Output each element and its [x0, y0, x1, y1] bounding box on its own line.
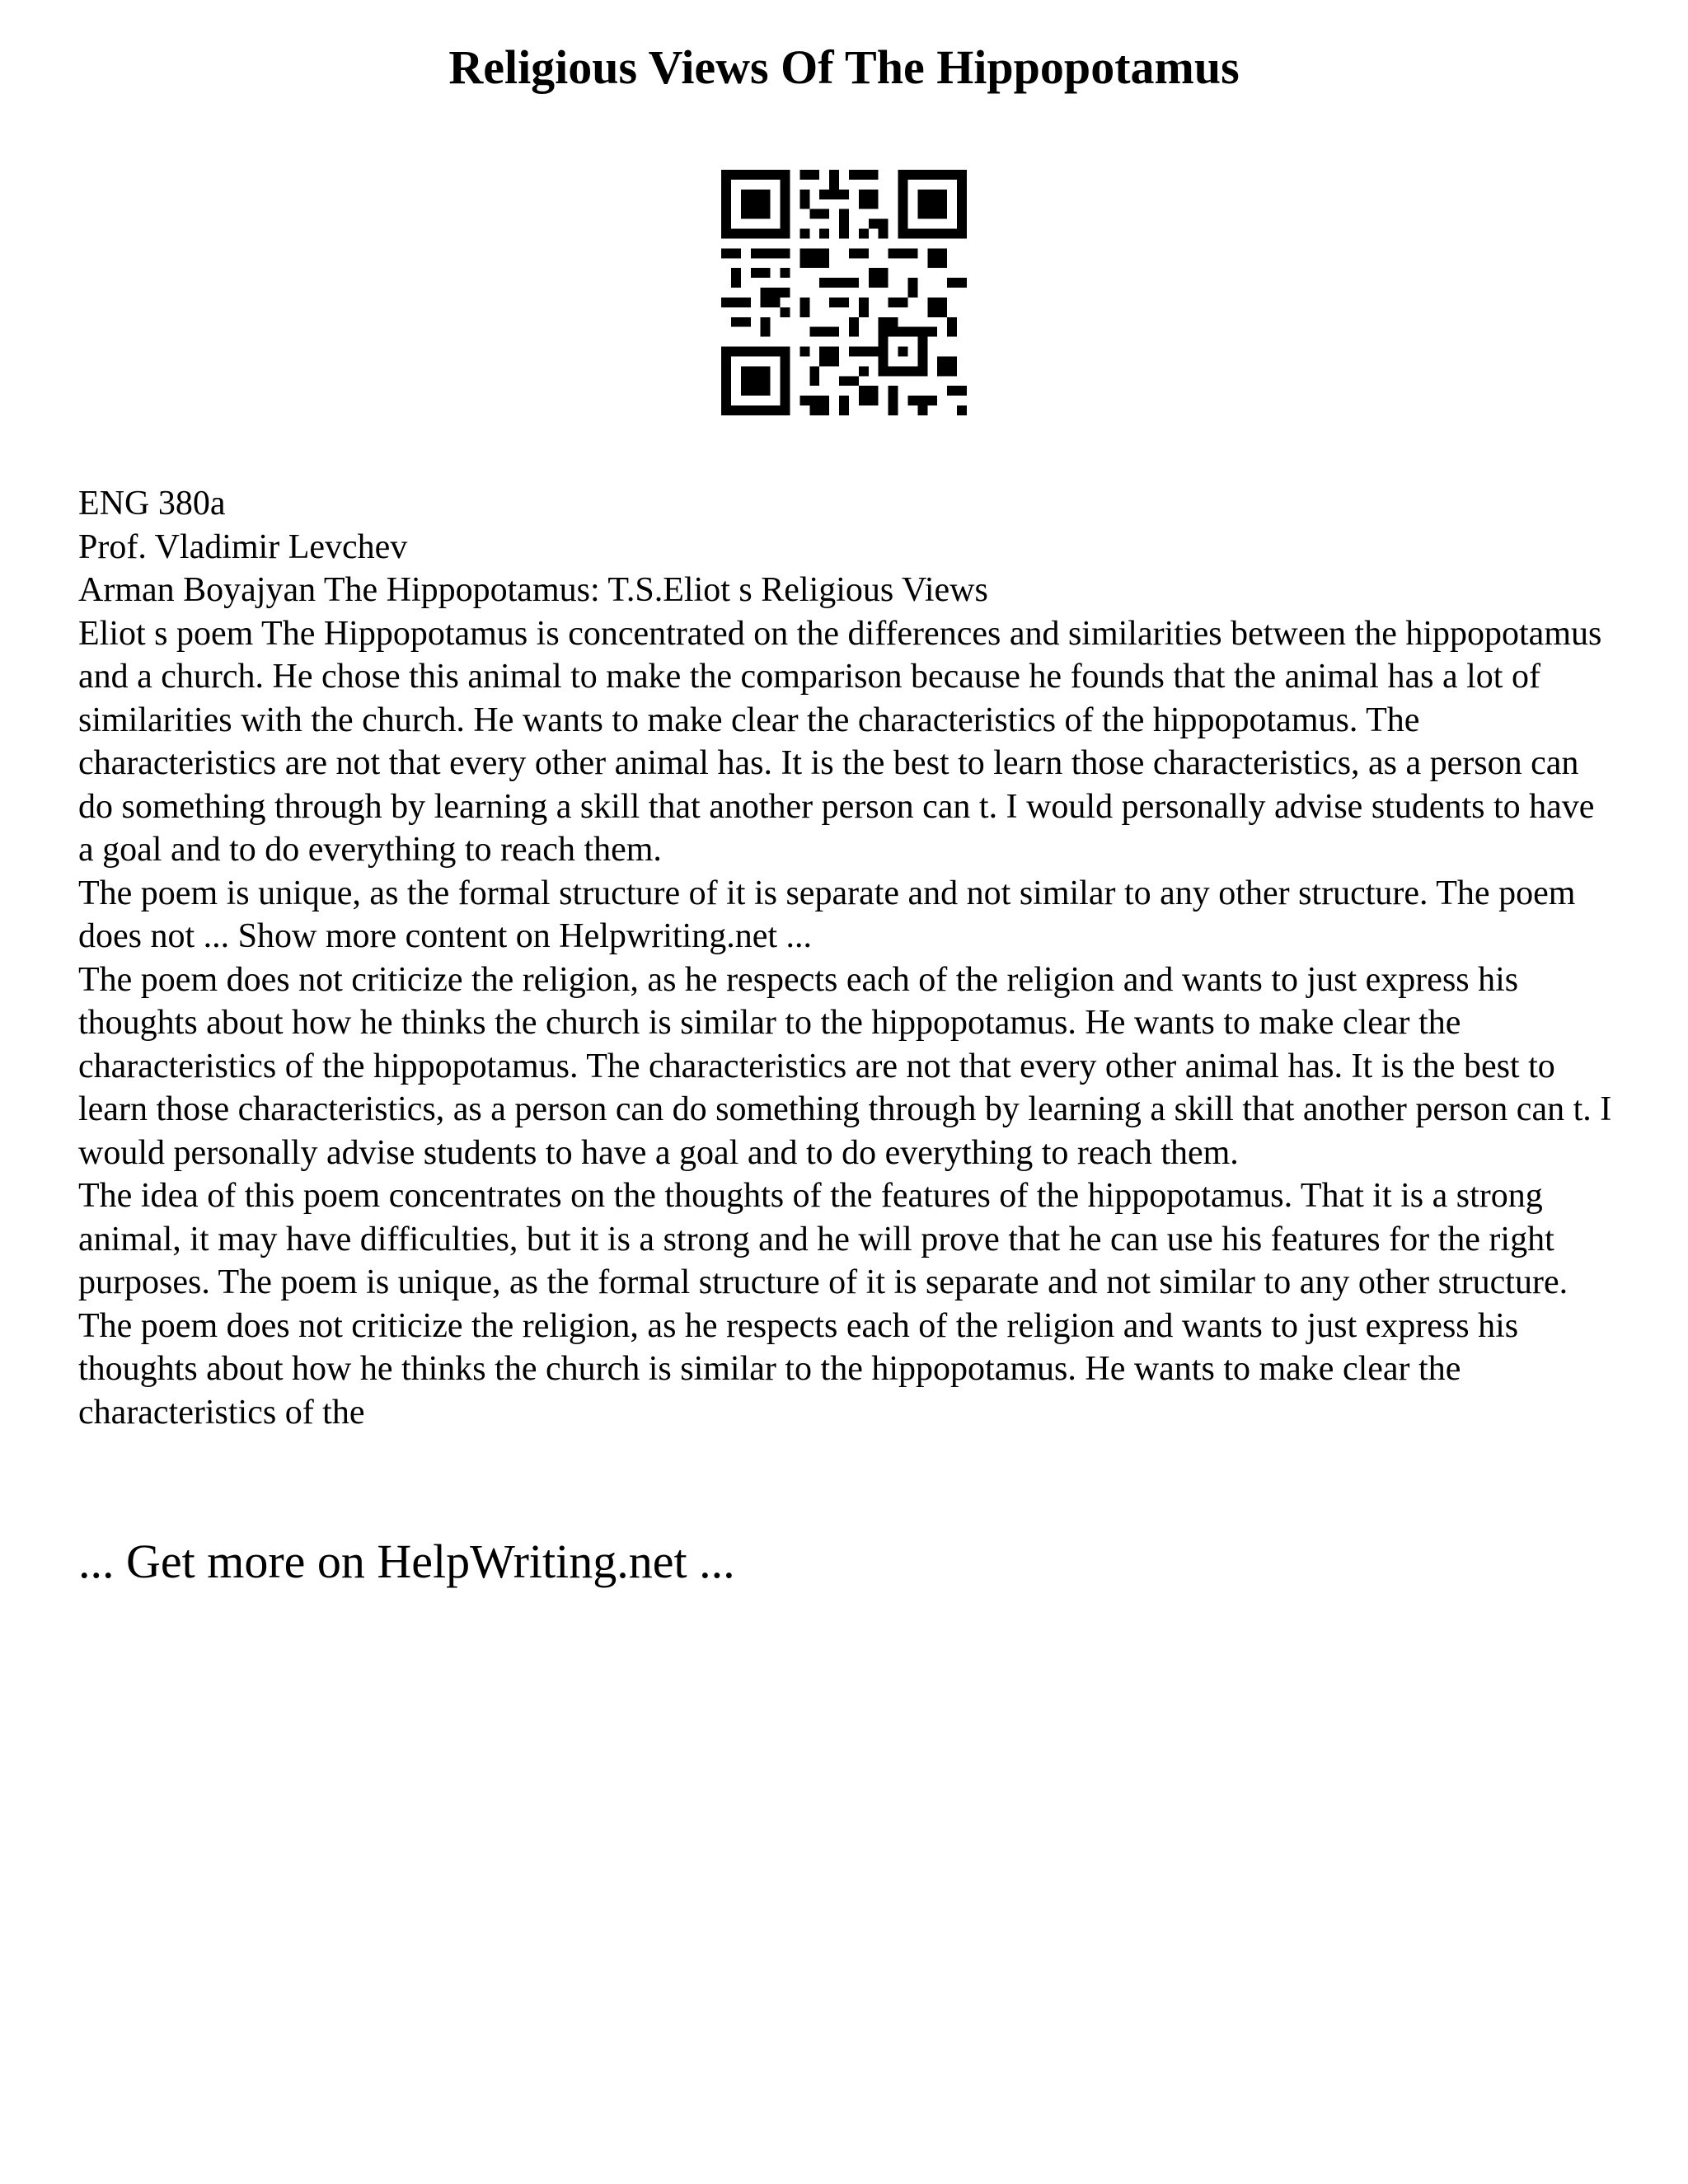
- professor-name: Prof. Vladimir Levchev: [78, 527, 408, 566]
- author-and-subtitle: Arman Boyajyan The Hippopotamus: T.S.Eliot s Religious Views: [78, 571, 988, 609]
- page-title: Religious Views Of The Hippopotamus: [448, 40, 1240, 94]
- course-code: ENG 380a: [78, 485, 226, 523]
- qr-code-icon: [721, 170, 967, 415]
- paragraph-1: Eliot s poem The Hippopotamus is concentrated on the differences and similarities between the hippopotamus and a church. He chose this animal to make the comparison because he founds that the animal has a lot of similarities with the church. He wants to make clear the characteristics of the hippopotamus. The characteristics are not that every other animal has. It is the best to learn those characteristics, as a person can do something through by learning a skill that another person can t. I would personally advise students to have a goal and to do everything to reach them.: [78, 614, 1602, 869]
- paragraph-2: The poem is unique, as the formal structure of it is separate and not similar to any other structure. The poem does not ... Show more content on Helpwriting.net ...: [78, 874, 1576, 955]
- get-more-link[interactable]: ... Get more on HelpWriting.net ...: [78, 1535, 735, 1588]
- paragraph-4: The idea of this poem concentrates on the thoughts of the features of the hippopotamus. That it is a strong animal, it may have difficulties, but it is a strong and he will prove that he can use his features for the right purposes. The poem is unique, as the formal structure of it is separate and not similar to any other structure. The poem does not criticize the religion, as he respects each of the religion and wants to just express his thoughts about how he thinks the church is similar to the hippopotamus. He wants to make clear the characteristics of the: [78, 1177, 1568, 1432]
- paragraph-3: The poem does not criticize the religion, as he respects each of the religion and wants to just express his thoughts about how he thinks the church is similar to the hippopotamus. He wants to make clear the characteristics of the hippopotamus. The characteristics are not that every other animal has. It is the best to learn those characteristics, as a person can do something through by learning a skill that another person can t. I would personally advise students to have a goal and to do everything to reach them.: [78, 960, 1612, 1172]
- document-body: [78, 482, 1613, 1434]
